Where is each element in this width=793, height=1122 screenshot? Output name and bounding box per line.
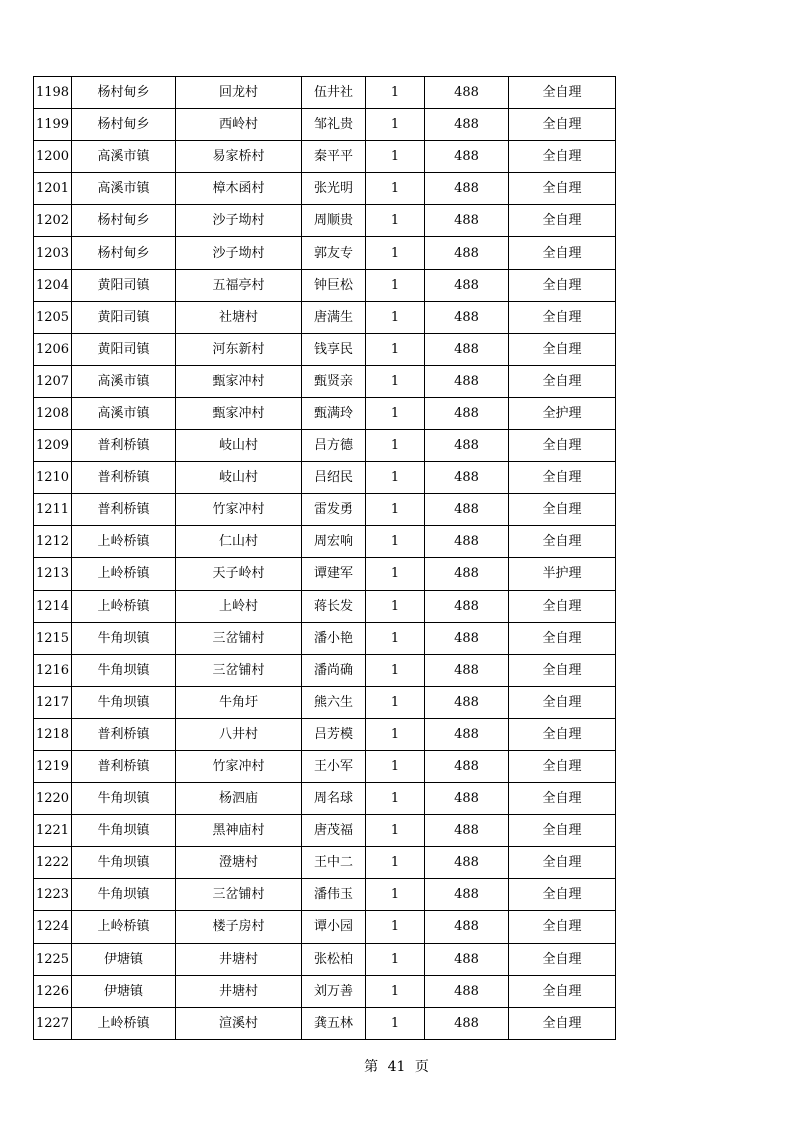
cell-township: 黄阳司镇 — [72, 301, 176, 333]
cell-row-index: 1226 — [34, 975, 72, 1007]
cell-person-name: 潘伟玉 — [302, 879, 366, 911]
cell-township: 上岭桥镇 — [72, 526, 176, 558]
cell-care-type: 全自理 — [509, 77, 616, 109]
cell-village: 渲溪村 — [176, 1007, 302, 1039]
cell-row-index: 1219 — [34, 750, 72, 782]
cell-person-name: 潘小艳 — [302, 622, 366, 654]
cell-care-type: 全自理 — [509, 269, 616, 301]
cell-township: 普利桥镇 — [72, 462, 176, 494]
cell-village: 樟木函村 — [176, 173, 302, 205]
cell-township: 牛角坝镇 — [72, 815, 176, 847]
cell-care-type: 全自理 — [509, 1007, 616, 1039]
table-row — [34, 911, 616, 943]
cell-village: 回龙村 — [176, 77, 302, 109]
cell-township: 杨村甸乡 — [72, 205, 176, 237]
cell-township: 高溪市镇 — [72, 141, 176, 173]
cell-village: 岐山村 — [176, 462, 302, 494]
page-footer — [0, 1056, 793, 1076]
table-row — [34, 815, 616, 847]
cell-person-name: 伍井社 — [302, 77, 366, 109]
table-row — [34, 205, 616, 237]
cell-care-type: 全自理 — [509, 654, 616, 686]
cell-row-index: 1222 — [34, 847, 72, 879]
cell-person-name: 熊六生 — [302, 686, 366, 718]
cell-care-type: 全自理 — [509, 526, 616, 558]
cell-village: 三岔铺村 — [176, 622, 302, 654]
cell-count: 1 — [366, 718, 425, 750]
cell-village: 八井村 — [176, 718, 302, 750]
cell-township: 普利桥镇 — [72, 430, 176, 462]
cell-township: 伊塘镇 — [72, 975, 176, 1007]
cell-care-type: 半护理 — [509, 558, 616, 590]
cell-row-index: 1213 — [34, 558, 72, 590]
cell-row-index: 1203 — [34, 237, 72, 269]
cell-village: 澄塘村 — [176, 847, 302, 879]
cell-row-index: 1224 — [34, 911, 72, 943]
cell-care-type: 全自理 — [509, 205, 616, 237]
cell-person-name: 张光明 — [302, 173, 366, 205]
cell-row-index: 1209 — [34, 430, 72, 462]
cell-village: 西岭村 — [176, 109, 302, 141]
cell-village: 甄家冲村 — [176, 397, 302, 429]
cell-township: 牛角坝镇 — [72, 783, 176, 815]
table-row — [34, 622, 616, 654]
cell-township: 伊塘镇 — [72, 943, 176, 975]
cell-township: 牛角坝镇 — [72, 686, 176, 718]
cell-row-index: 1206 — [34, 333, 72, 365]
cell-person-name: 周顺贵 — [302, 205, 366, 237]
cell-care-type: 全自理 — [509, 109, 616, 141]
table-row — [34, 237, 616, 269]
cell-count: 1 — [366, 397, 425, 429]
cell-amount: 488 — [425, 975, 509, 1007]
cell-count: 1 — [366, 783, 425, 815]
cell-count: 1 — [366, 269, 425, 301]
cell-care-type: 全自理 — [509, 750, 616, 782]
cell-township: 牛角坝镇 — [72, 622, 176, 654]
cell-care-type: 全自理 — [509, 622, 616, 654]
cell-count: 1 — [366, 333, 425, 365]
table-row — [34, 879, 616, 911]
cell-care-type: 全自理 — [509, 494, 616, 526]
cell-row-index: 1204 — [34, 269, 72, 301]
cell-row-index: 1223 — [34, 879, 72, 911]
cell-township: 高溪市镇 — [72, 173, 176, 205]
cell-amount: 488 — [425, 654, 509, 686]
cell-amount: 488 — [425, 141, 509, 173]
cell-village: 易家桥村 — [176, 141, 302, 173]
cell-amount: 488 — [425, 558, 509, 590]
cell-row-index: 1211 — [34, 494, 72, 526]
cell-row-index: 1225 — [34, 943, 72, 975]
cell-amount: 488 — [425, 301, 509, 333]
cell-person-name: 张松柏 — [302, 943, 366, 975]
cell-amount: 488 — [425, 205, 509, 237]
cell-row-index: 1200 — [34, 141, 72, 173]
cell-row-index: 1199 — [34, 109, 72, 141]
cell-care-type: 全自理 — [509, 815, 616, 847]
cell-person-name: 王小军 — [302, 750, 366, 782]
table-row — [34, 526, 616, 558]
cell-care-type: 全自理 — [509, 879, 616, 911]
cell-count: 1 — [366, 1007, 425, 1039]
cell-village: 竹家冲村 — [176, 750, 302, 782]
cell-person-name: 刘万善 — [302, 975, 366, 1007]
table-row — [34, 269, 616, 301]
cell-count: 1 — [366, 365, 425, 397]
cell-count: 1 — [366, 750, 425, 782]
cell-village: 天子岭村 — [176, 558, 302, 590]
cell-amount: 488 — [425, 237, 509, 269]
record-table-body — [34, 77, 616, 1040]
cell-village: 岐山村 — [176, 430, 302, 462]
cell-amount: 488 — [425, 750, 509, 782]
cell-township: 杨村甸乡 — [72, 77, 176, 109]
cell-person-name: 蒋长发 — [302, 590, 366, 622]
cell-care-type: 全护理 — [509, 397, 616, 429]
cell-row-index: 1205 — [34, 301, 72, 333]
table-row — [34, 686, 616, 718]
cell-person-name: 甄满玲 — [302, 397, 366, 429]
cell-township: 高溪市镇 — [72, 397, 176, 429]
table-row — [34, 173, 616, 205]
cell-row-index: 1208 — [34, 397, 72, 429]
cell-count: 1 — [366, 879, 425, 911]
table-row — [34, 750, 616, 782]
cell-village: 井塘村 — [176, 975, 302, 1007]
table-row — [34, 301, 616, 333]
cell-township: 牛角坝镇 — [72, 847, 176, 879]
table-row — [34, 365, 616, 397]
cell-count: 1 — [366, 141, 425, 173]
cell-row-index: 1207 — [34, 365, 72, 397]
cell-row-index: 1214 — [34, 590, 72, 622]
cell-care-type: 全自理 — [509, 911, 616, 943]
cell-care-type: 全自理 — [509, 590, 616, 622]
cell-township: 普利桥镇 — [72, 718, 176, 750]
table-row — [34, 333, 616, 365]
cell-count: 1 — [366, 109, 425, 141]
cell-amount: 488 — [425, 718, 509, 750]
cell-township: 上岭桥镇 — [72, 558, 176, 590]
cell-amount: 488 — [425, 783, 509, 815]
cell-count: 1 — [366, 911, 425, 943]
table-row — [34, 77, 616, 109]
cell-person-name: 吕芳模 — [302, 718, 366, 750]
table-row — [34, 943, 616, 975]
cell-count: 1 — [366, 77, 425, 109]
table-row — [34, 494, 616, 526]
cell-row-index: 1198 — [34, 77, 72, 109]
cell-person-name: 周宏响 — [302, 526, 366, 558]
cell-care-type: 全自理 — [509, 430, 616, 462]
cell-amount: 488 — [425, 943, 509, 975]
table-row — [34, 462, 616, 494]
cell-count: 1 — [366, 526, 425, 558]
cell-count: 1 — [366, 975, 425, 1007]
cell-care-type: 全自理 — [509, 975, 616, 1007]
cell-row-index: 1227 — [34, 1007, 72, 1039]
cell-person-name: 甄贤亲 — [302, 365, 366, 397]
cell-count: 1 — [366, 462, 425, 494]
cell-count: 1 — [366, 654, 425, 686]
cell-count: 1 — [366, 622, 425, 654]
cell-amount: 488 — [425, 397, 509, 429]
cell-person-name: 龚五林 — [302, 1007, 366, 1039]
cell-care-type: 全自理 — [509, 173, 616, 205]
cell-person-name: 唐满生 — [302, 301, 366, 333]
cell-row-index: 1216 — [34, 654, 72, 686]
table-row — [34, 141, 616, 173]
cell-care-type: 全自理 — [509, 333, 616, 365]
cell-amount: 488 — [425, 430, 509, 462]
cell-count: 1 — [366, 205, 425, 237]
table-row — [34, 783, 616, 815]
table-row — [34, 558, 616, 590]
cell-village: 仁山村 — [176, 526, 302, 558]
cell-care-type: 全自理 — [509, 847, 616, 879]
cell-count: 1 — [366, 943, 425, 975]
cell-row-index: 1212 — [34, 526, 72, 558]
cell-row-index: 1201 — [34, 173, 72, 205]
cell-amount: 488 — [425, 462, 509, 494]
table-row — [34, 109, 616, 141]
cell-amount: 488 — [425, 686, 509, 718]
page-label-suffix: 页 — [414, 1059, 429, 1075]
cell-care-type: 全自理 — [509, 783, 616, 815]
cell-care-type: 全自理 — [509, 141, 616, 173]
cell-amount: 488 — [425, 815, 509, 847]
table-row — [34, 847, 616, 879]
cell-village: 沙子坳村 — [176, 205, 302, 237]
cell-township: 杨村甸乡 — [72, 237, 176, 269]
cell-care-type: 全自理 — [509, 301, 616, 333]
cell-person-name: 周名球 — [302, 783, 366, 815]
cell-village: 沙子坳村 — [176, 237, 302, 269]
cell-amount: 488 — [425, 526, 509, 558]
cell-township: 上岭桥镇 — [72, 1007, 176, 1039]
cell-township: 上岭桥镇 — [72, 590, 176, 622]
record-table — [33, 76, 616, 1040]
table-row — [34, 718, 616, 750]
page-label-prefix: 第 — [364, 1059, 379, 1075]
cell-count: 1 — [366, 173, 425, 205]
cell-village: 竹家冲村 — [176, 494, 302, 526]
cell-township: 杨村甸乡 — [72, 109, 176, 141]
cell-care-type: 全自理 — [509, 462, 616, 494]
cell-person-name: 谭建军 — [302, 558, 366, 590]
cell-count: 1 — [366, 847, 425, 879]
cell-row-index: 1215 — [34, 622, 72, 654]
cell-village: 楼子房村 — [176, 911, 302, 943]
cell-person-name: 潘尚确 — [302, 654, 366, 686]
cell-care-type: 全自理 — [509, 718, 616, 750]
cell-care-type: 全自理 — [509, 686, 616, 718]
cell-person-name: 邹礼贵 — [302, 109, 366, 141]
page-number: 41 — [387, 1059, 406, 1075]
cell-township: 牛角坝镇 — [72, 654, 176, 686]
cell-count: 1 — [366, 686, 425, 718]
cell-person-name: 钟巨松 — [302, 269, 366, 301]
cell-row-index: 1220 — [34, 783, 72, 815]
cell-village: 上岭村 — [176, 590, 302, 622]
cell-person-name: 雷发勇 — [302, 494, 366, 526]
cell-count: 1 — [366, 494, 425, 526]
cell-person-name: 唐茂福 — [302, 815, 366, 847]
cell-village: 五福亭村 — [176, 269, 302, 301]
cell-count: 1 — [366, 430, 425, 462]
table-row — [34, 1007, 616, 1039]
cell-care-type: 全自理 — [509, 365, 616, 397]
cell-person-name: 郭友专 — [302, 237, 366, 269]
cell-person-name: 吕方德 — [302, 430, 366, 462]
cell-count: 1 — [366, 301, 425, 333]
cell-person-name: 谭小园 — [302, 911, 366, 943]
cell-township: 黄阳司镇 — [72, 269, 176, 301]
cell-village: 三岔铺村 — [176, 654, 302, 686]
cell-count: 1 — [366, 237, 425, 269]
cell-township: 高溪市镇 — [72, 365, 176, 397]
table-row — [34, 654, 616, 686]
cell-person-name: 钱享民 — [302, 333, 366, 365]
table-row — [34, 430, 616, 462]
cell-row-index: 1217 — [34, 686, 72, 718]
cell-amount: 488 — [425, 333, 509, 365]
cell-row-index: 1210 — [34, 462, 72, 494]
cell-township: 黄阳司镇 — [72, 333, 176, 365]
cell-amount: 488 — [425, 590, 509, 622]
cell-amount: 488 — [425, 1007, 509, 1039]
cell-person-name: 秦平平 — [302, 141, 366, 173]
table-row — [34, 397, 616, 429]
cell-village: 甄家冲村 — [176, 365, 302, 397]
cell-township: 牛角坝镇 — [72, 879, 176, 911]
cell-amount: 488 — [425, 109, 509, 141]
cell-amount: 488 — [425, 622, 509, 654]
cell-amount: 488 — [425, 879, 509, 911]
cell-amount: 488 — [425, 173, 509, 205]
cell-village: 河东新村 — [176, 333, 302, 365]
cell-amount: 488 — [425, 847, 509, 879]
cell-amount: 488 — [425, 77, 509, 109]
cell-amount: 488 — [425, 269, 509, 301]
cell-amount: 488 — [425, 365, 509, 397]
cell-person-name: 王中二 — [302, 847, 366, 879]
cell-amount: 488 — [425, 494, 509, 526]
cell-township: 普利桥镇 — [72, 494, 176, 526]
cell-row-index: 1202 — [34, 205, 72, 237]
cell-care-type: 全自理 — [509, 237, 616, 269]
cell-amount: 488 — [425, 911, 509, 943]
cell-row-index: 1218 — [34, 718, 72, 750]
cell-village: 社塘村 — [176, 301, 302, 333]
cell-village: 井塘村 — [176, 943, 302, 975]
cell-row-index: 1221 — [34, 815, 72, 847]
cell-township: 普利桥镇 — [72, 750, 176, 782]
cell-count: 1 — [366, 815, 425, 847]
cell-village: 杨泗庙 — [176, 783, 302, 815]
table-row — [34, 975, 616, 1007]
cell-care-type: 全自理 — [509, 943, 616, 975]
table-row — [34, 590, 616, 622]
cell-count: 1 — [366, 590, 425, 622]
cell-village: 三岔铺村 — [176, 879, 302, 911]
cell-count: 1 — [366, 558, 425, 590]
cell-township: 上岭桥镇 — [72, 911, 176, 943]
cell-person-name: 吕绍民 — [302, 462, 366, 494]
cell-village: 黑神庙村 — [176, 815, 302, 847]
cell-village: 牛角圩 — [176, 686, 302, 718]
